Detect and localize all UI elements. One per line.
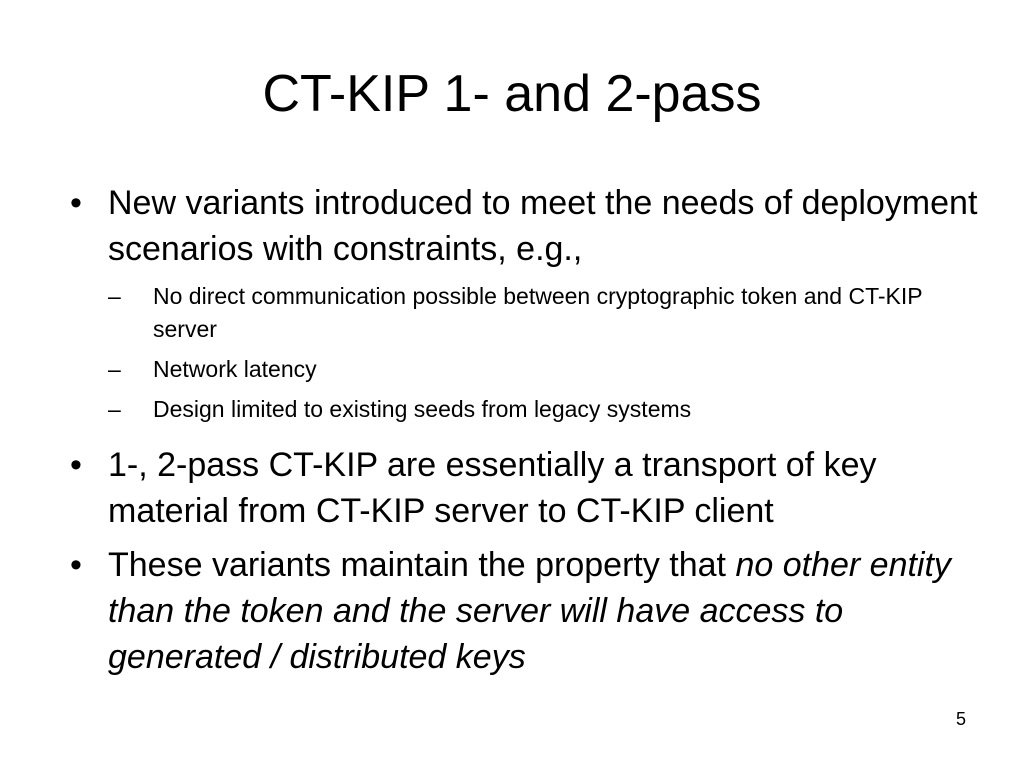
page-number: 5 — [955, 709, 966, 729]
bullet-item — [70, 542, 990, 680]
sub-item — [108, 393, 990, 426]
sub-item-text: No direct communication possible between cryptographic token and CT-KIP server — [153, 283, 923, 342]
bullet-text: These variants maintain the property that — [108, 546, 736, 584]
sub-marker: – — [108, 396, 121, 422]
bullet-marker: • — [70, 184, 82, 222]
slide-body — [70, 180, 990, 688]
sub-marker: – — [108, 356, 121, 382]
bullet-marker: • — [70, 546, 82, 584]
bullet-item — [70, 180, 990, 272]
sub-item-text: Design limited to existing seeds from legacy systems — [153, 396, 692, 422]
bullet-text: New variants introduced to meet the needs of deployment scenarios with constraints, e.g., — [108, 184, 978, 268]
sub-item-text: Network latency — [153, 356, 317, 382]
bullet-text-italic: no other entity than the token and the server will have access to generated / distributed keys — [108, 546, 951, 676]
slide-title: CT-KIP 1- and 2-pass — [262, 65, 762, 123]
sub-marker: – — [108, 283, 121, 309]
bullet-item — [70, 442, 990, 534]
sub-list — [70, 280, 990, 426]
bullet-marker: • — [70, 446, 82, 484]
sub-item — [108, 280, 990, 346]
bullet-text: 1-, 2-pass CT-KIP are essentially a transport of key material from CT-KIP server to CT-KIP client — [108, 446, 877, 530]
sub-item — [108, 353, 990, 386]
